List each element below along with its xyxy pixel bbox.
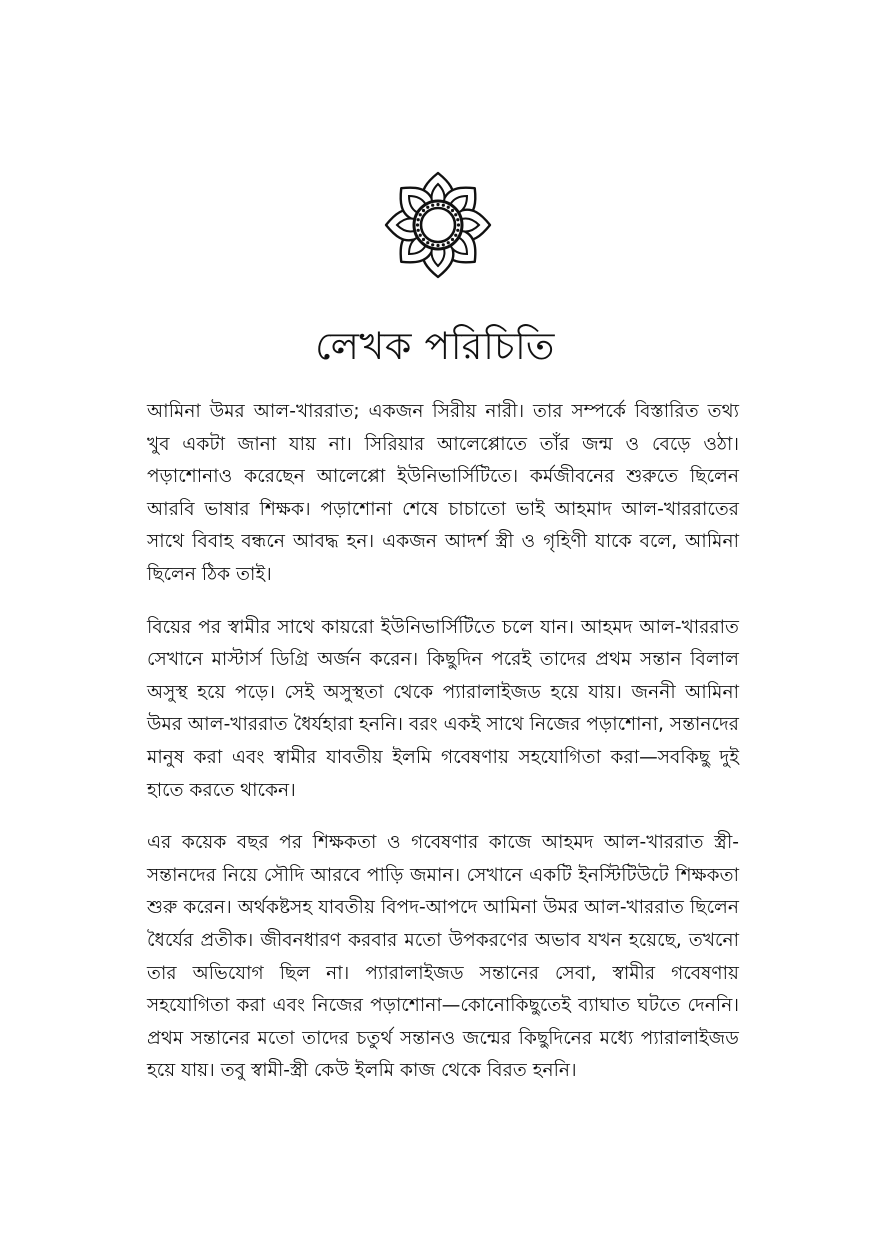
bio-paragraph-2: বিয়ের পর স্বামীর সাথে কায়রো ইউনিভার্সিটিতে চলে যান। আহমদ আল-খাররাত সেখানে মাস্টার্স ডিগ্রি অর্জন করেন। কিছুদিন পরেই তাদের প্রথম সন্তান বিলাল অসুস্থ হয়ে পড়ে। সেই অসুস্থতা থেকে প্যারালাইজড হয়ে যায়। জননী আমিনা উমর আল-খাররাত ধৈর্যহারা হননি। বরং একই সাথে নিজের পড়াশোনা, সন্তানদের মানুষ করা এবং স্বামীর যাবতীয় ইলমি গবেষণায় সহযোগিতা করা—সবকিছু দুই হাতে করতে থাকেন। [147,616,739,801]
lotus-mandala-icon [383,170,493,280]
bio-paragraph-1: আমিনা উমর আল-খাররাত; একজন সিরীয় নারী। তার সম্পর্কে বিস্তারিত তথ্য খুব একটা জানা যায় না। সিরিয়ার আলেপ্পোতে তাঁর জন্ম ও বেড়ে ওঠা। পড়াশোনাও করেছেন আলেপ্পো ইউনিভার্সিটিতে। কর্মজীবনের শুরুতে ছিলেন আরবি ভাষার শিক্ষক। পড়াশোনা শেষে চাচাতো ভাই আহমাদ আল-খাররাতের সাথে বিবাহ বন্ধনে আবদ্ধ হন। একজন আদর্শ স্ত্রী ও গৃহিণী যাকে বলে, আমিনা ছিলেন ঠিক তাই। [147,401,739,585]
ornament-bead [417,229,420,232]
ornament-bead [447,206,450,209]
ornament-bead [419,234,422,237]
ornament-bead [447,241,450,244]
ornament-bead [426,241,429,244]
ornament-bead [436,203,439,206]
ornament-bead [451,209,454,212]
ornament-bead [442,204,445,207]
ornament-bead [456,218,459,221]
ornament-bead [419,213,422,216]
ornament-bead [457,223,460,226]
ornament-bead [454,213,457,216]
ornament-bead [426,206,429,209]
author-bio [147,396,739,1108]
ornament-bead [417,218,420,221]
ornament-bead [422,238,425,241]
ornament-bead [442,243,445,246]
ornament-bead [431,204,434,207]
bio-paragraph-3: এর কয়েক বছর পর শিক্ষকতা ও গবেষণার কাজে আহমদ আল-খাররাত স্ত্রী-সন্তানদের নিয়ে সৌদি আরবে পাড়ি জমান। সেখানে একটি ইনস্টিটিউটে শিক্ষকতা শুরু করেন। অর্থকষ্টসহ যাবতীয় বিপদ-আপদে আমিনা উমর আল-খাররাত ছিলেন ধৈর্যের প্রতীক। জীবনধারণ করবার মতো উপকরণের অভাব যখন হয়েছে, তখনো তার অভিযোগ ছিল না। প্যারালাইজড সন্তানের সেবা, স্বামীর গবেষণায় সহযোগিতা করা এবং নিজের পড়াশোনা—কোনোকিছুতেই ব্যাঘাত ঘটতে দেননি। প্রথম সন্তানের মতো তাদের চতুর্থ সন্তানও জন্মের কিছুদিনের মধ্যে প্যারালাইজড হয়ে যায়। তবু স্বামী-স্ত্রী কেউ ইলমি কাজ থেকে বিরত হননি। [147,832,739,1082]
ornament-bead [416,223,419,226]
ornament-bead [454,234,457,237]
ornament-bead [436,244,439,247]
page-title: লেখক পরিচিতি [315,324,555,368]
ornament-bead [456,229,459,232]
ornament-bead [431,243,434,246]
ornament-bead [451,238,454,241]
ornament-bead [422,209,425,212]
